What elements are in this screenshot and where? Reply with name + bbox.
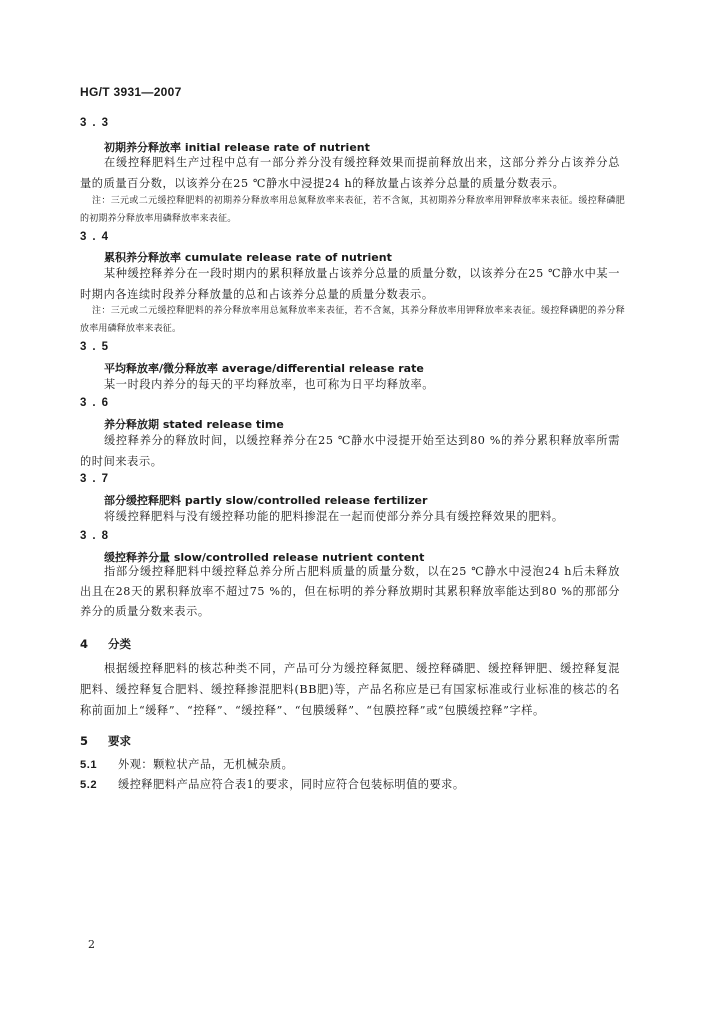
term-3-7: 部分缓控释肥料 partly slow/controlled release fertilizer (104, 494, 428, 507)
clause-number-3-8: 3.8 (80, 530, 114, 542)
requirement-5-1-number: 5.1 (80, 759, 98, 771)
term-3-8: 缓控释养分量 slow/controlled release nutrient content (104, 551, 425, 564)
requirement-5-2-number: 5.2 (80, 779, 98, 791)
definition-text-3-5: 某一时段内养分的每天的平均释放率，也可称为日平均释放率。 (104, 378, 435, 391)
term-3-6: 养分释放期 stated release time (104, 418, 284, 431)
term-3-5: 平均释放率/微分释放率 average/differential release rate (104, 362, 424, 375)
clause-number-3-6: 3.6 (80, 397, 114, 409)
definition-text-3-8: 指部分缓控释肥料中缓控释总养分所占肥料质量的质量分数，以在25 ℃静水中浸泡24 h后未释放出且在28天的累积释放率不超过75 %的，但在标明的养分释放期时其累积释放率能达到80 %的那部分养分的质量分数来表示。 (80, 565, 620, 618)
requirement-5-1 (80, 756, 293, 772)
section-4-text: 根据缓控释肥料的核芯种类不同，产品可分为缓控释氮肥、缓控释磷肥、缓控释钾肥、缓控释复混肥料、缓控释复合肥料、缓控释掺混肥料(BB肥)等，产品名称应是已有国家标准或行业标准的核芯的名称前面加上“缓释”、“控释”、“缓控释”、“包膜缓释”、“包膜控释”或“包膜缓控释”字样。 (80, 662, 620, 717)
section-4-heading (80, 636, 131, 652)
term-3-4: 累积养分释放率 cumulate release rate of nutrient (104, 251, 392, 264)
definition-text-3-6: 缓控释养分的释放时间，以缓控释养分在25 ℃静水中浸提开始至达到80 %的养分累积释放率所需的时间来表示。 (80, 434, 620, 468)
clause-number-3-5: 3.5 (80, 341, 114, 353)
standard-number-header: HG/T 3931—2007 (80, 85, 182, 99)
section-4-number: 4 (80, 637, 89, 651)
section-5-number: 5 (80, 734, 89, 748)
note-3-4: 注：三元或二元缓控释肥料的养分释放率用总氮释放率来表征，若不含氮，其养分释放率用钾释放率来表征。缓控释磷肥的养分释放率用磷释放率来表征。 (80, 306, 625, 334)
definition-text-3-3: 在缓控释肥料生产过程中总有一部分养分没有缓控释效果而提前释放出来，这部分养分占该养分总量的质量百分数，以该养分在25 ℃静水中浸提24 h的释放量占该养分总量的质量分数表示。 (80, 156, 620, 190)
definition-text-3-4: 某种缓控释养分在一段时期内的累积释放量占该养分总量的质量分数，以该养分在25 ℃静水中某一时期内各连续时段养分释放量的总和占该养分总量的质量分数表示。 (80, 267, 620, 301)
note-3-3: 注：三元或二元缓控释肥料的初期养分释放率用总氮释放率来表征，若不含氮，其初期养分释放率用钾释放率来表征。缓控释磷肥的初期养分释放率用磷释放率来表征。 (80, 196, 625, 224)
requirement-5-2 (80, 776, 465, 792)
requirement-5-2-text: 缓控释肥料产品应符合表1的要求，同时应符合包装标明值的要求。 (118, 778, 465, 791)
clause-number-3-4: 3.4 (80, 231, 114, 243)
section-5-title: 要求 (108, 734, 131, 748)
section-5-heading (80, 733, 131, 749)
clause-number-3-3: 3.3 (80, 117, 114, 129)
page-number: 2 (88, 938, 95, 951)
term-3-3: 初期养分释放率 initial release rate of nutrient (104, 141, 370, 154)
definition-text-3-7: 将缓控释肥料与没有缓控释功能的肥料掺混在一起而使部分养分具有缓控释效果的肥料。 (104, 510, 564, 523)
section-4-title: 分类 (108, 637, 131, 651)
clause-number-3-7: 3.7 (80, 473, 114, 485)
requirement-5-1-text: 外观：颗粒状产品，无机械杂质。 (118, 758, 294, 771)
